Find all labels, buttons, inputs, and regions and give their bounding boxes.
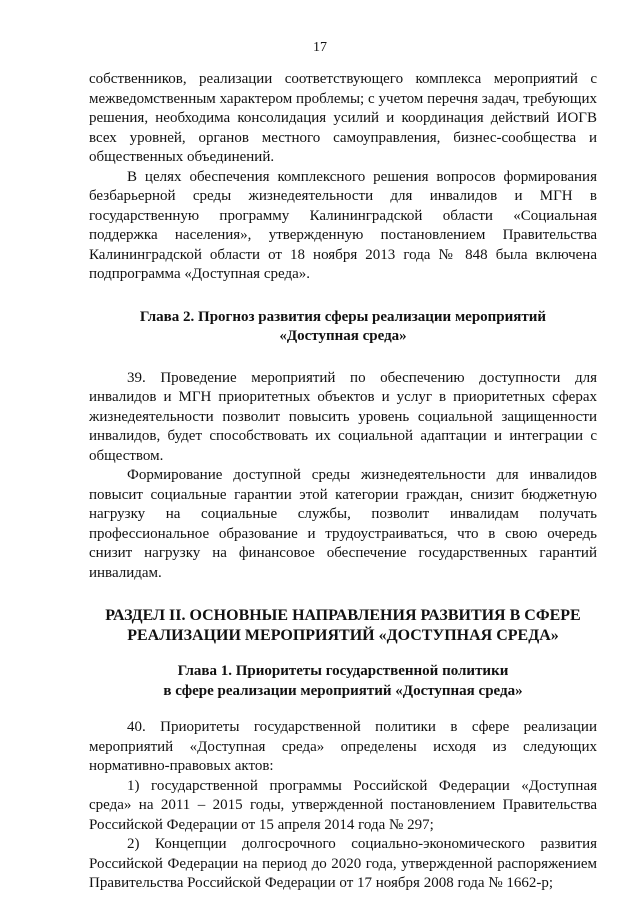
page-number: 17 — [313, 40, 327, 55]
list-item-2: 2) Концепции долгосрочного социально-экономического развития Российской Федерации на период до 2020 года, утвержденной распоряжением Правительства Российской Федерации от 17 ноября 2008 года № 1662-р; — [89, 836, 597, 891]
section-2-heading-line-2: РЕАЛИЗАЦИИ МЕРОПРИЯТИЙ «ДОСТУПНАЯ СРЕДА» — [127, 627, 559, 644]
chapter-1-heading-line-1: Глава 1. Приоритеты государственной политики — [177, 663, 509, 679]
chapter-1-heading-line-2: в сфере реализации мероприятий «Доступная среда» — [163, 682, 523, 699]
paragraph-40: 40. Приоритеты государственной политики в сфере реализации мероприятий «Доступная среда» определены исходя из следующих нормативно-правовых актов: — [89, 719, 597, 774]
chapter-2-heading-line-2: «Доступная среда» — [279, 328, 407, 344]
chapter-1-heading — [89, 662, 597, 701]
section-2-heading-line-1: РАЗДЕЛ II. ОСНОВНЫЕ НАПРАВЛЕНИЯ РАЗВИТИЯ В СФЕРЕ — [105, 607, 581, 624]
paragraph-accessible-environment: Формирование доступной среды жизнедеятельности для инвалидов повысит социальные гарантии этой категории граждан, снизит бюджетную нагрузку на социальные службы, позволит инвалидам получать профессиональное образование и трудоустраиваться, что в свою очередь снизит нагрузку на финансовое обеспечение государственных гарантий инвалидам. — [89, 467, 597, 581]
list-item-1: 1) государственной программы Российской Федерации «Доступная среда» на 2011 – 2015 годы, утвержденной постановлением Правительства Российской Федерации от 15 апреля 2014 года № 297; — [89, 777, 597, 833]
document-body — [89, 70, 597, 894]
paragraph-continuation: собственников, реализации соответствующего комплекса мероприятий с межведомственным характером проблемы; с учетом перечня задач, требующих решения, необходима консолидация усилий и координация действий ИОГВ всех уровней, органов местного самоуправления, бизнес-сообщества и общественных объединений. — [89, 71, 597, 165]
chapter-2-heading — [89, 308, 597, 347]
paragraph-barrier-free-program: В целях обеспечения комплексного решения вопросов формирования безбарьерной среды жизнедеятельности для инвалидов и МГН в государственную программу Калининградской области «Социальная поддержка населения», утвержденную постановлением Правительства Калининградской области от 18 ноября 2013 года № 848 была включена подпрограмма «Доступная среда». — [89, 168, 597, 282]
paragraph-39: 39. Проведение мероприятий по обеспечению доступности для инвалидов и МГН приоритетных объектов и услуг в приоритетных сферах жизнедеятельности позволит повысить уровень социальной защищенности инвалидов, будет способствовать их социальной адаптации и интеграции с обществом. — [89, 369, 597, 464]
chapter-2-heading-line-1: Глава 2. Прогноз развития сферы реализации мероприятий — [139, 308, 547, 325]
section-2-heading — [89, 606, 597, 646]
